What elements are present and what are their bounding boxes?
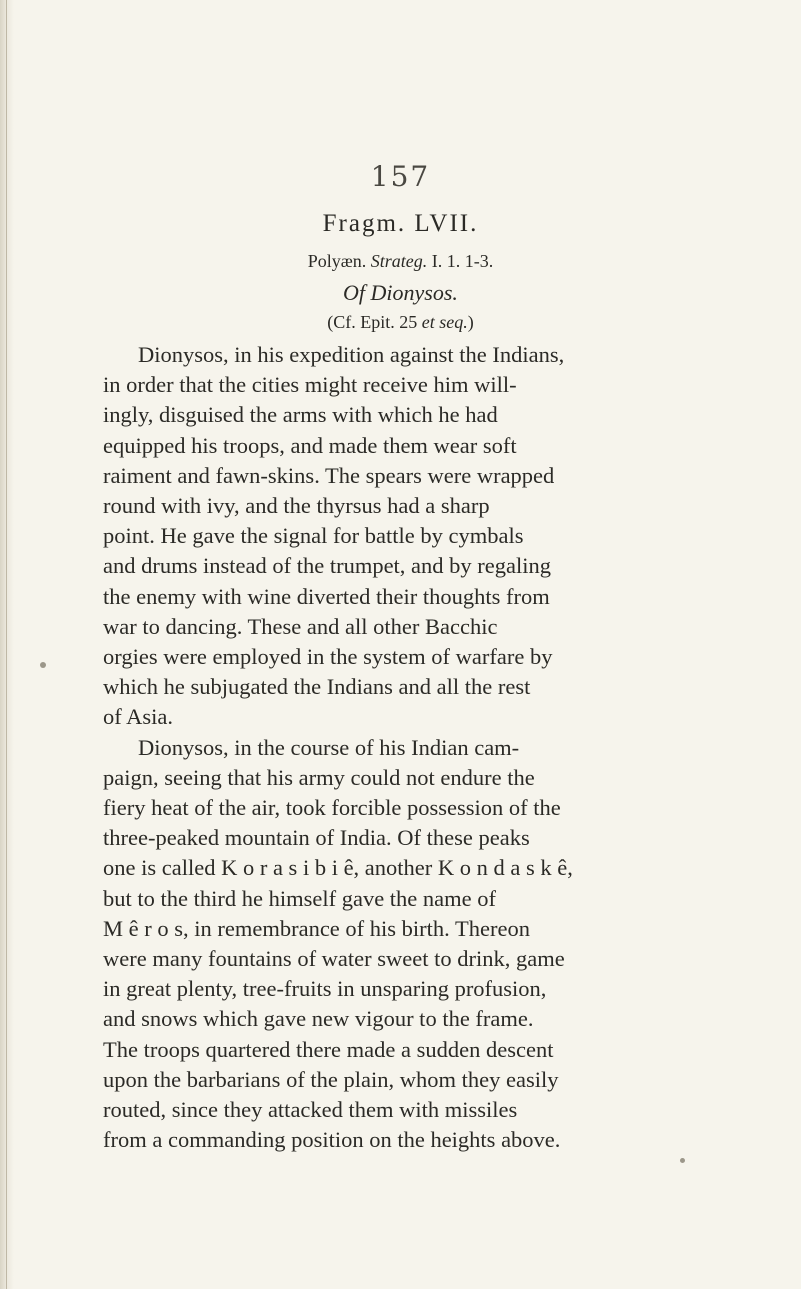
text-line: of Asia. xyxy=(103,704,173,730)
cross-ref-suffix: ) xyxy=(467,312,474,332)
text-line: in great plenty, tree-fruits in unsparing profusion, xyxy=(103,976,547,1002)
source-reference: I. 1. 1-3. xyxy=(427,251,494,271)
fragment-title: Fragm. LVII. xyxy=(322,210,479,237)
text-line: ingly, disguised the arms with which he had xyxy=(103,402,498,428)
source-citation xyxy=(0,251,801,272)
text-line: one is called K o r a s i b i ê, another K o n d a s k ê, xyxy=(103,855,573,881)
text-line: war to dancing. These and all other Bacchic xyxy=(103,613,498,639)
paragraph-2 xyxy=(103,733,683,1156)
text-line: The troops quartered there made a sudden descent xyxy=(103,1036,554,1062)
text-line: equipped his troops, and made them wear soft xyxy=(103,432,517,458)
text-line: the enemy with wine diverted their thoughts from xyxy=(103,583,550,609)
text-line: Dionysos, in his expedition against the Indians, xyxy=(138,342,565,367)
text-line: but to the third he himself gave the name of xyxy=(103,885,497,911)
source-author: Polyæn. xyxy=(307,251,371,271)
text-line: from a commanding position on the heights above. xyxy=(103,1127,561,1153)
text-line: were many fountains of water sweet to drink, game xyxy=(103,946,565,972)
text-line: and snows which gave new vigour to the frame. xyxy=(103,1006,534,1032)
text-line: paign, seeing that his army could not endure the xyxy=(103,764,535,790)
text-line: routed, since they attacked them with missiles xyxy=(103,1097,518,1123)
page-gutter-shadow xyxy=(0,0,14,1289)
page-number: 157 xyxy=(370,160,431,193)
text-line: point. He gave the signal for battle by cymbals xyxy=(103,523,524,549)
source-work: Strateg. xyxy=(370,251,428,271)
body-text xyxy=(103,340,683,1155)
text-line: fiery heat of the air, took forcible possession of the xyxy=(103,795,561,821)
cross-ref-prefix: (Cf. Epit. 25 xyxy=(327,312,422,332)
text-line: in order that the cities might receive him will- xyxy=(103,372,517,398)
text-line: orgies were employed in the system of warfare by xyxy=(103,644,553,670)
print-speck xyxy=(680,1158,685,1163)
text-line: M ê r o s, in remembrance of his birth. Thereon xyxy=(103,915,530,941)
text-line: round with ivy, and the thyrsus had a sharp xyxy=(103,493,490,519)
paragraph-1 xyxy=(103,340,683,733)
text-line: three-peaked mountain of India. Of these peaks xyxy=(103,825,530,851)
text-line: raiment and fawn-skins. The spears were wrapped xyxy=(103,462,555,488)
cross-reference xyxy=(0,312,801,333)
section-subtitle: Of Dionysos. xyxy=(343,280,458,305)
cross-ref-italic: et seq. xyxy=(421,312,468,332)
text-line: and drums instead of the trumpet, and by regaling xyxy=(103,553,552,579)
text-line: upon the barbarians of the plain, whom they easily xyxy=(103,1066,559,1092)
binding-edge-line xyxy=(6,0,7,1289)
print-speck xyxy=(40,662,46,668)
text-line: Dionysos, in the course of his Indian cam- xyxy=(138,734,520,760)
text-line: which he subjugated the Indians and all the rest xyxy=(103,674,531,700)
